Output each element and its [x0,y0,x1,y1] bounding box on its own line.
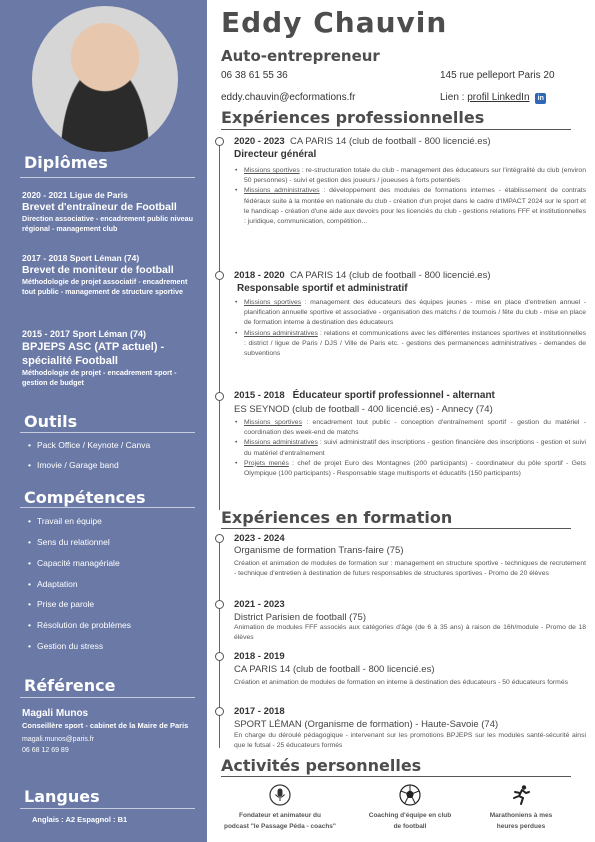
formation-org: SPORT LÉMAN (Organisme de formation) - Haute-Savoie (74) [234,719,499,730]
soccer-ball-icon [399,784,421,806]
outils-heading: Outils [24,412,78,431]
timeline-dot [215,137,224,146]
activite-label-line: heures perdues [496,823,546,830]
mission-label: Missions sportives [244,419,302,426]
formation-desc: Création et animation de modules de formation sur : management en structure sportive - techniques de recrutement - technique d'entretien à destination de futurs responsables de structures sportives - Promo de 20 élèves [234,560,586,578]
mission-item [234,418,586,438]
email[interactable]: eddy.chauvin@ecformations.fr [221,92,356,103]
job-missions [234,298,586,359]
diplome-title: BPJEPS ASC (ATP actuel) - spécialité Football [22,340,165,367]
experiences-pro-heading: Expériences professionnelles [221,108,485,127]
formation-desc: En charge du déroulé pédagogique - intervenant sur les promotions BPJEPS sur les modules santé-sécurité ainsi que le futsal - 25 éducateurs formés [234,732,586,750]
activite-label-line: Marathoniens à mes [489,812,553,819]
diplomes-heading: Diplômes [24,153,108,172]
person-name: Eddy Chauvin [221,6,448,39]
job-missions [234,418,586,479]
reference-name: Magali Munos [22,708,89,719]
activite-label-line: Coaching d'équipe en club [368,812,452,819]
activites-heading: Activités personnelles [221,756,422,775]
formation-desc: Création et animation de modules de formation en interne à destination des éducateurs - 50 éducateurs formés [234,679,569,686]
formation-org: District Parisien de football (75) [234,612,366,623]
diplome-title: Brevet d'entraîneur de Football [22,200,177,213]
divider [20,808,195,809]
mission-item [234,438,586,458]
job-org: ES SEYNOD (club de football - 400 licencié.es) - Annecy (74) [234,404,493,415]
timeline-dot [215,600,224,609]
mission-text: : développement des modules de formations internes - établissement de contrats fédéraux suite à la montée en nationale du club - création d'un projet dans le cadre d'IMPACT 2024 sur le sport et le handicap - création d'une aide aux devoirs pour les licenciés du club - gestions relations FFF et institutionnelles : juridique, communication, compétition... [244,187,587,226]
mission-item [234,329,586,360]
timeline-dot [215,271,224,280]
mission-text: : encadrement tout public - conception d'entraînement sportif - gestion du matériel - coordination des week-end de matchs [244,419,586,437]
job-missions [234,166,586,227]
job-role: Responsable sportif et administratif [237,283,408,294]
job-role: Directeur général [234,149,317,160]
timeline-dot [215,534,224,543]
outil-item: • Pack Office / Keynote / Canva [28,440,150,450]
competence-item: • Capacité managériale [28,558,120,568]
mission-item [234,166,586,186]
timeline-line [219,538,220,748]
job-role: Éducateur sportif professionnel - alternant [292,390,495,401]
divider [221,528,571,529]
reference-email[interactable]: magali.munos@paris.fr [22,736,95,743]
profile-photo [32,6,178,152]
mission-text: : re-structuration totale du club - management des éducateurs sur l'intégralité du club (environ 50 personnes) - suivi et gestion des joueurs / joueuses à forts potentiels [244,167,586,185]
competence-item: • Résolution de problèmes [28,620,131,630]
divider [221,776,571,777]
mission-text: : suivi administratif des inscriptions - gestion financière des inscriptions - gestion et suivi du matériel d'entraînement [244,439,586,457]
langues-text: Anglais : A2 Espagnol : B1 [32,815,128,824]
timeline-dot [215,392,224,401]
linkedin-prefix: Lien : [440,92,468,103]
activite-label [350,810,470,832]
reference-role: Conseillère sport - cabinet de la Maire de Paris [22,721,189,730]
diplome-item [22,253,194,298]
job-org: CA PARIS 14 (club de football - 800 licencié.es) [290,136,491,147]
mission-label: Missions administratives [244,329,318,337]
diplome-desc: Direction associative - encadrement public niveau régional - management club [22,213,193,233]
mission-label: Missions administratives [244,439,318,447]
competence-item: • Travail en équipe [28,516,102,526]
linkedin-link[interactable]: profil LinkedIn [467,92,530,103]
divider [20,507,195,508]
competence-item: • Adaptation [28,579,78,589]
activite-label-line: de football [393,823,427,830]
mission-label: Missions administratives [244,187,320,195]
diplome-desc: Méthodologie de projet - encadrement sport - gestion de budget [22,367,177,387]
formation-org: CA PARIS 14 (club de football - 800 licencié.es) [234,664,435,675]
formation-years [234,706,285,717]
outil-item: • Imovie / Garage band [28,460,119,470]
divider [221,129,571,130]
langues-heading: Langues [24,787,100,806]
mission-item [234,459,586,479]
competence-item: • Sens du relationnel [28,537,110,547]
linkedin [440,92,546,104]
job-years: 2015 - 2018 [234,390,285,401]
mission-text: : management des éducateurs des équipes jeunes - mise en place d'entretien annuel - planification annuelle sportive et associative - organisation des matchs / de tournois / fête du club - mise en place de formation interne à destination des éducateurs [244,299,586,327]
diplome-year: 2017 - 2018 Sport Léman (74) [22,253,140,263]
competences-heading: Compétences [24,488,146,507]
formation-org: Organisme de formation Trans-faire (75) [234,545,404,556]
job-years: 2018 - 2020 [234,270,285,281]
phone: 06 38 61 55 36 [221,70,288,81]
diplome-year: 2015 - 2017 Sport Léman (74) [22,329,147,339]
timeline-dot [215,652,224,661]
diplome-item [22,329,194,389]
mission-label: Missions sportives [244,167,300,174]
diplome-year: 2020 - 2021 Ligue de Paris [22,190,128,200]
divider [20,432,195,433]
divider [20,697,195,698]
timeline-line [219,140,220,510]
activite-label [461,810,581,832]
formation-years [234,599,285,610]
formation-years-text: 2021 - 2023 [234,599,285,610]
address: 145 rue pelleport Paris 20 [440,70,555,81]
main-content [207,0,595,842]
job-org: CA PARIS 14 (club de football - 800 licencié.es) [290,270,491,281]
mission-text: : relations et communications avec les différentes instances sportives et institutionnelles : district / ligue de Paris / DJS / Ville de Paris etc. - gestions des permanences administratives - demandes de subventions [244,329,587,358]
microphone-icon [269,784,291,806]
mission-item [234,186,586,227]
job-title: Auto-entrepreneur [221,47,380,65]
runner-icon [510,784,532,806]
activite-label-line: podcast "le Passage Péda - coachs" [223,823,337,830]
mission-label: Missions sportives [244,299,302,306]
mission-text: : chef de projet Euro des Montagnes (200 participants) - coordinateur du pôle sportif - Gets Olympique (100 participants) - Responsable stage multisports et éducatifs (150 participants) [244,459,586,478]
divider [20,177,195,178]
formation-years-text: 2018 - 2019 [234,651,285,662]
reference-block [22,707,194,756]
job-header [234,270,490,281]
competence-item: • Prise de parole [28,599,94,609]
mission-label: Projets menés [244,459,289,467]
activite-label-line: Fondateur et animateur du [239,812,321,819]
sidebar [0,0,207,842]
reference-phone: 06 68 12 69 89 [22,747,69,754]
formation-years-text: 2023 - 2024 [234,533,285,544]
diplome-desc: Méthodologie de projet associatif - encadrement tout public - management de structure sportive [22,276,188,296]
timeline-dot [215,707,224,716]
formation-desc: Animation de modules FFF associés aux catégories d'âge (de 6 à 35 ans) à raison de 16h/module - Promo de 18 élèves [234,624,586,642]
diplome-item [22,190,194,235]
experiences-formation-heading: Expériences en formation [221,508,453,527]
formation-years [234,651,285,662]
mission-item [234,298,586,329]
job-header [234,390,495,401]
job-years: 2020 - 2023 [234,136,285,147]
competence-item: • Gestion du stress [28,641,103,651]
formation-years [234,533,285,544]
job-header [234,136,490,147]
linkedin-icon[interactable]: in [535,93,546,104]
formation-years-text: 2017 - 2018 [234,706,285,717]
reference-heading: Référence [24,676,116,695]
diplome-title: Brevet de moniteur de football [22,263,174,276]
activite-label [220,810,340,832]
